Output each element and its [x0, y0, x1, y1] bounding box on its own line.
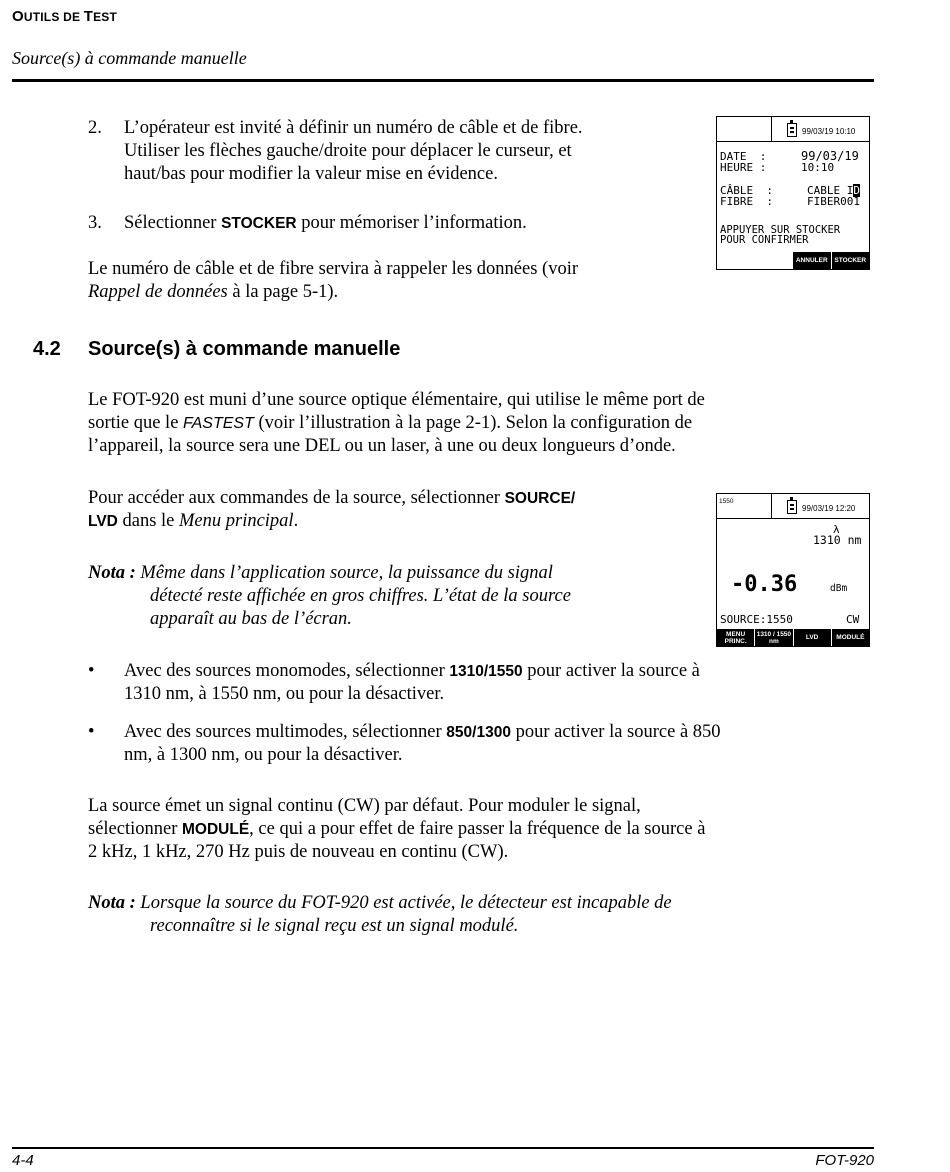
intro-paragraph: Le FOT-920 est muni d’une source optique élémentaire, qui utilise le même port de sortie que le FASTEST (voir l’illustration à la page 2-1). Selon la configuration de l’appareil, la source sera une DEL ou un laser, à une ou deux longueurs d’onde.	[88, 390, 705, 456]
power-reading: -0.36	[731, 572, 798, 597]
device-screen-cable-fibre: 99/03/19 10:10 DATE : 99/03/19 HEURE : 10:10 CÂBLE : CABLE ID FIBRE : FIBER001 APPUYER SUR STOCKER POUR CONFIRMER ANNULER STOCKER	[716, 116, 870, 270]
softkey-stocker[interactable]: STOCKER	[831, 252, 870, 269]
edit-cursor: D	[853, 184, 860, 197]
product-name: FOT-920	[815, 1152, 874, 1169]
section-title: Source(s) à commande manuelle	[88, 338, 401, 360]
battery-icon	[787, 123, 797, 137]
keyword-stocker: STOCKER	[221, 215, 297, 232]
note-1: Nota : Même dans l’application source, la puissance du signal détecté reste affichée en gros chiffres. L’état de la source apparaît au bas de l’écran.	[88, 563, 571, 629]
step-number: 2.	[88, 118, 102, 138]
device-screen-source: 1550 99/03/19 12:20 λ 1310 nm -0.36 dBm SOURCE:1550 CW MENU PRINC. 1310 / 1550 nm LVD MODULÉ	[716, 493, 870, 647]
step-2: 2. L’opérateur est invité à définir un numéro de câble et de fibre. Utiliser les flèches gauche/droite pour déplacer le curseur, et haut/bas pour modifier la valeur mise en évidence.	[88, 118, 583, 184]
section-number: 4.2	[33, 338, 61, 360]
recall-link: Rappel de données	[88, 282, 228, 302]
step-number: 3.	[88, 213, 102, 233]
page-number: 4-4	[12, 1152, 34, 1169]
softkey-lvd[interactable]: LVD	[793, 629, 831, 646]
softkey-menu-principal[interactable]: MENU PRINC.	[717, 629, 754, 646]
softkey-module[interactable]: MODULÉ	[831, 629, 869, 646]
lambda-symbol: λ	[833, 523, 840, 536]
softkey-1310-1550[interactable]: 1310 / 1550 nm	[754, 629, 792, 646]
bullet-monomode: • Avec des sources monomodes, sélectionner 1310/1550 pour activer la source à 1310 nm, à 1550 nm, ou pour la désactiver.	[88, 661, 700, 704]
access-paragraph: Pour accéder aux commandes de la source, sélectionner SOURCE/ LVD dans le Menu principal.	[88, 488, 576, 531]
note-label: Nota :	[88, 563, 136, 583]
bullet-multimode: • Avec des sources multimodes, sélectionner 850/1300 pour activer la source à 850 nm, à 1300 nm, ou pour la désactiver.	[88, 722, 721, 765]
running-subheader: Source(s) à commande manuelle	[12, 48, 247, 68]
header-rule	[12, 79, 874, 82]
footer-rule	[12, 1147, 874, 1149]
bullet-dot: •	[88, 661, 95, 681]
note-2: Nota : Lorsque la source du FOT-920 est activée, le détecteur est incapable de reconnaître si le signal reçu est un signal modulé.	[88, 893, 672, 936]
recall-paragraph: Le numéro de câble et de fibre servira à rappeler les données (voir Rappel de données à la page 5-1).	[88, 259, 579, 302]
brand-fastest: FASTEST	[183, 415, 254, 432]
cw-paragraph: La source émet un signal continu (CW) par défaut. Pour moduler le signal, sélectionner MODULÉ, ce qui a pour effet de faire passer la fréquence de la source à 2 kHz, 1 kHz, 270 Hz puis de nouveau en continu (CW).	[88, 796, 706, 862]
step-3: 3. Sélectionner STOCKER pour mémoriser l’information.	[88, 213, 527, 233]
note-label: Nota :	[88, 893, 136, 913]
softkey-annuler[interactable]: ANNULER	[792, 252, 831, 269]
running-header: OUTILS DE TEST	[12, 8, 118, 25]
battery-icon	[787, 500, 797, 514]
bullet-dot: •	[88, 722, 95, 742]
